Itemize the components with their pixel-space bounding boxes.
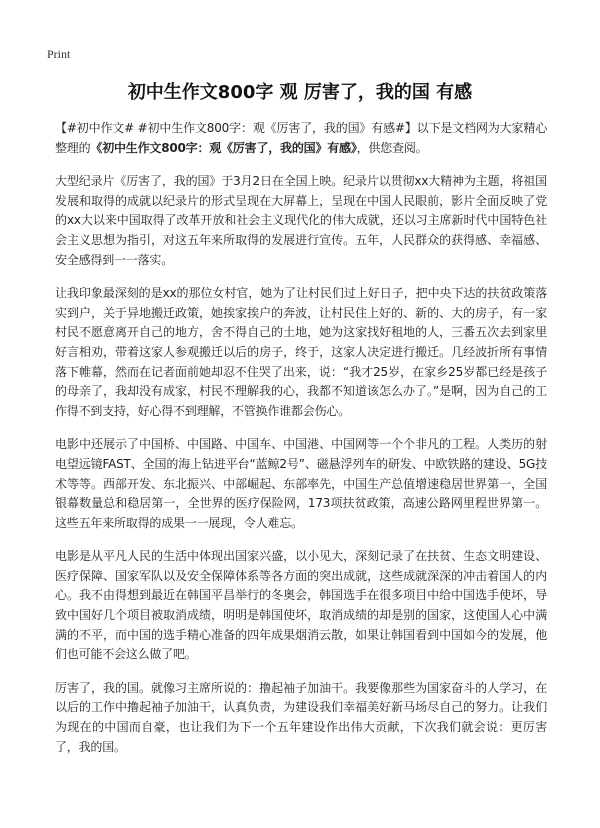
paragraph-3: 电影中还展示了中国桥、中国路、中国车、中国港、中国网等一个个非凡的工程。人类历的射电望远镜FAST、全国的海上钻进平台“蓝鲸2号”、磁悬浮列车的研发、中欧铁路的建设、5G技术等等。西部开发、东北振兴、中部崛起、东部率先，中国生产总值增速稳居世界第一，全国银幕数量总和稳居第一，全世界的医疗保险网，173项扶贫政策，高速公路网里程世界第一。这些五年来所取得的成果一一展现，令人难忘。 (55, 437, 547, 530)
paragraph-2: 让我印象最深刻的是xx的那位女村官，她为了让村民们过上好日子，把中央下达的扶贫政策落实到户，关于异地搬迁政策，她挨家挨户的奔波，让村民住上好的、新的、大的房子，有一家村民不愿意离开自己的地方，舍不得自己的土地，她为这家找好租地的人，三番五次去到家里好言相劝，带着这家人参观搬迁以后的房子，终于，这家人决定进行搬迁。几经波折所有事情落下帷幕，然而在记者面前她却忍不住哭了出来，说：“我才25岁，在家乡25岁都已经是孩子的母亲了，我却没有成家，村民不理解我的心，我都不知道该怎么办了。”是啊，因为自己的工作得不到支持，好心得不到理解，不管换作谁都会伤心。 (55, 286, 547, 418)
intro-tag: 【#初中作文# #初中生作文800字：观《厉害了，我的国》有感#】 (55, 121, 417, 135)
paragraph-1: 大型纪录片《厉害了，我的国》于3月2日在全国上映。纪录片以贯彻xx大精神为主题，将祖国发展和取得的成就以纪录片的形式呈现在大屏幕上，呈现在中国人民眼前，影片全面反映了党的xx大以来中国取得了改革开放和社会主义现代化的伟大成就，还以习主席新时代中国特色社会主义思想为指引，对这五年来所取得的发展进行宣传。五年，人民群众的获得感、幸福感、安全感得到一一落实。 (55, 174, 547, 267)
intro-highlight: 《初中生作文800字：观《厉害了，我的国》有感》 (90, 140, 357, 155)
article-body (55, 119, 547, 771)
print-link[interactable]: Print (47, 47, 71, 61)
paragraph-5: 厉害了，我的国。就像习主席所说的：撸起袖子加油干。我要像那些为国家奋斗的人学习，在以后的工作中撸起袖子加油干，认真负责，为建设我们幸福美好新马场尽自己的努力。让我们为现在的中国而自豪，也让我们为下一个五年建设作出伟大贡献，下次我们就会说：更厉害了，我的国。 (55, 680, 547, 754)
intro-text: 以下是文档网为大家精心整理的 (55, 121, 547, 155)
intro-paragraph (55, 119, 547, 158)
page-title: 初中生作文800字 观 厉害了，我的国 有感 (127, 82, 473, 103)
paragraph-4: 电影是从平凡人民的生活中体现出国家兴盛，以小见大，深刻记录了在扶贫、生态文明建设、医疗保障、国家军队以及安全保障体系等各方面的突出成就，这些成就深深的冲击着国人的内心。我不由得想到最近在韩国平昌举行的冬奥会，韩国选手在很多项目中给中国选手使坏，导致中国好几个项目被取消成绩，明明是韩国使坏，取消成绩的却是别的国家，这使国人心中满满的不平，而中国的选手精心准备的四年成果烟消云散，如果让韩国看到中国如今的发展，他们也可能不会这么做了吧。 (55, 549, 547, 662)
intro-text-end: ，供您查阅。 (356, 140, 428, 155)
